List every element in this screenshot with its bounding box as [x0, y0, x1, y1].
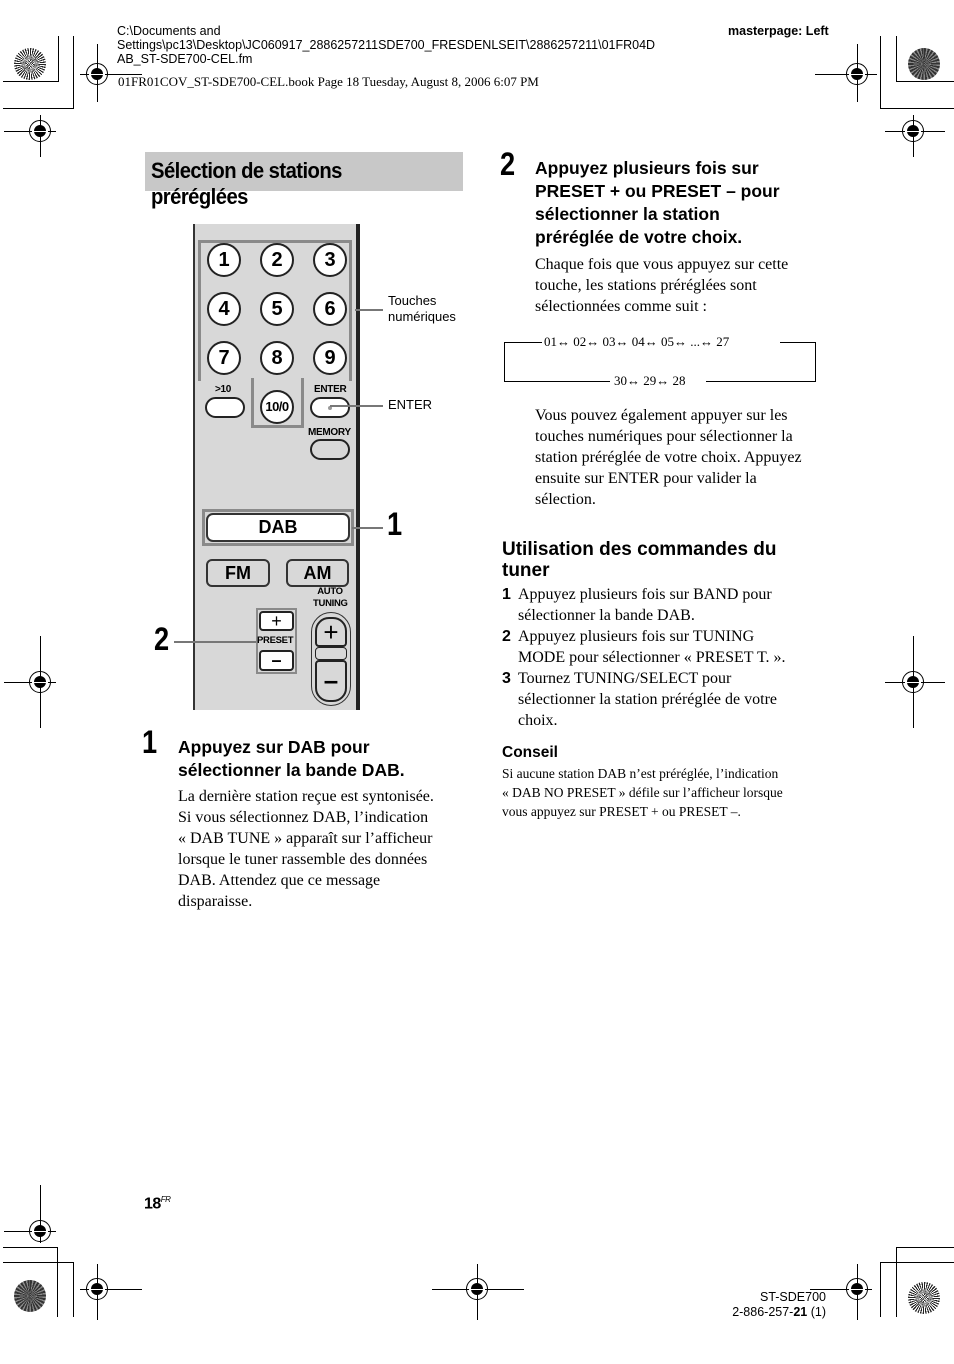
key-preset-plus[interactable]: + — [259, 611, 294, 631]
remote-control-illustration — [193, 224, 360, 710]
key-memory-label: MEMORY — [308, 427, 351, 438]
key-memory[interactable] — [310, 439, 350, 460]
key-9[interactable]: 9 — [313, 341, 347, 375]
document-code: 2-886-257-21 (1) — [732, 1305, 826, 1319]
key-3[interactable]: 3 — [313, 243, 347, 277]
key-7[interactable]: 7 — [207, 341, 241, 375]
callout-2: 2 — [154, 621, 170, 657]
key-enter-label: ENTER — [314, 384, 347, 395]
tip-heading: Conseil — [502, 744, 558, 761]
callout-enter: ENTER — [388, 397, 433, 412]
model-footer: ST-SDE700 2-886-257-21 (1) — [720, 1290, 826, 1320]
callout-line-enter — [330, 405, 383, 407]
step2-body: Chaque fois que vous appuyez sur cette touche, les stations préréglées sont sélectionnées comme suit : — [535, 256, 789, 315]
key-2[interactable]: 2 — [260, 243, 294, 277]
step1-body: La dernière station reçue est syntonisée. Si vous sélectionnez DAB, l’indication « DAB TUNE » apparaît sur l’afficheur lorsque le tuner rassemble des données DAB. Attendez que ce message disparaisse. — [178, 788, 434, 910]
tuning-divider — [315, 647, 347, 660]
section-title: Sélection de stations préréglées — [151, 158, 342, 209]
step2-body2: Vous pouvez également appuyer sur les touches numériques pour sélectionner la station préréglée de votre choix. Appuyez ensuite sur ENTER pour valider la sélection. — [535, 407, 802, 508]
key-8[interactable]: 8 — [260, 341, 294, 375]
step1-number: 1 — [142, 724, 158, 760]
step2-number: 2 — [500, 146, 516, 182]
sequence-top: 01↔ 02↔ 03↔ 04↔ 05↔ ...↔ 27 — [544, 334, 730, 349]
key-gt10[interactable] — [205, 397, 245, 418]
step1-heading: Appuyez sur DAB pour sélectionner la bande DAB. — [178, 737, 405, 780]
callout-line-1 — [352, 527, 383, 529]
tuner-step-3: 3 Tournez TUNING/SELECT pour sélectionner la station préréglée de votre choix. — [502, 670, 777, 729]
section-title-bar — [145, 152, 463, 209]
key-5[interactable]: 5 — [260, 292, 294, 326]
key-10-0[interactable]: 10/0 — [260, 390, 294, 424]
color-target-icon — [908, 48, 940, 80]
preset-label: PRESET — [257, 635, 294, 646]
callout-line-2 — [174, 641, 256, 643]
key-enter[interactable] — [310, 397, 350, 418]
key-fm[interactable]: FM — [206, 559, 270, 587]
callout-numeric-keys: Touches numériques — [388, 293, 456, 324]
key-tuning-minus[interactable]: – — [315, 660, 347, 702]
tuner-step-2: 2 Appuyez plusieurs fois sur TUNING MODE pour sélectionner « PRESET T. ». — [502, 628, 786, 666]
sequence-bottom: 30↔ 29↔ 28 — [614, 373, 686, 388]
auto-tuning-rocker — [311, 612, 351, 706]
auto-tuning-label: AUTO TUNING — [313, 586, 348, 609]
key-tuning-plus[interactable]: + — [315, 617, 347, 647]
callout-1: 1 — [387, 506, 403, 542]
masterpage-label: masterpage: Left — [728, 24, 829, 38]
color-target-icon — [14, 1280, 46, 1312]
key-1[interactable]: 1 — [207, 243, 241, 277]
step2-heading: Appuyez plusieurs fois sur PRESET + ou PRESET – pour sélectionner la station préréglée de votre choix. — [535, 158, 780, 247]
key-6[interactable]: 6 — [313, 292, 347, 326]
key-preset-minus[interactable]: – — [259, 650, 294, 671]
tuner-heading: Utilisation des commandes du tuner — [502, 539, 777, 581]
tuner-step-1: 1 Appuyez plusieurs fois sur BAND pour sélectionner la bande DAB. — [502, 586, 772, 624]
key-gt10-label: >10 — [215, 384, 232, 395]
key-am[interactable]: AM — [286, 559, 349, 587]
callout-line-numeric — [355, 309, 383, 311]
color-target-icon — [908, 1282, 940, 1314]
key-4[interactable]: 4 — [207, 292, 241, 326]
file-path: C:\Documents and Settings\pc13\Desktop\JC060917_2886257211SDE700_FRESDENLSEIT\2886257211\01FR04D AB_ST-SDE700-CEL.fm — [117, 24, 656, 66]
page-number: $18^{FR}$ — [144, 1195, 171, 1213]
key-dab[interactable]: DAB — [206, 513, 350, 542]
tip-body: Si aucune station DAB n’est préréglée, l’indication « DAB NO PRESET » défile sur l’afficheur lorsque vous appuyez sur PRESET + ou PRESET –. — [502, 766, 783, 819]
book-info-line: 01FR01COV_ST-SDE700-CEL.book Page 18 Tuesday, August 8, 2006 6:07 PM — [118, 74, 539, 89]
color-target-icon — [14, 48, 46, 80]
